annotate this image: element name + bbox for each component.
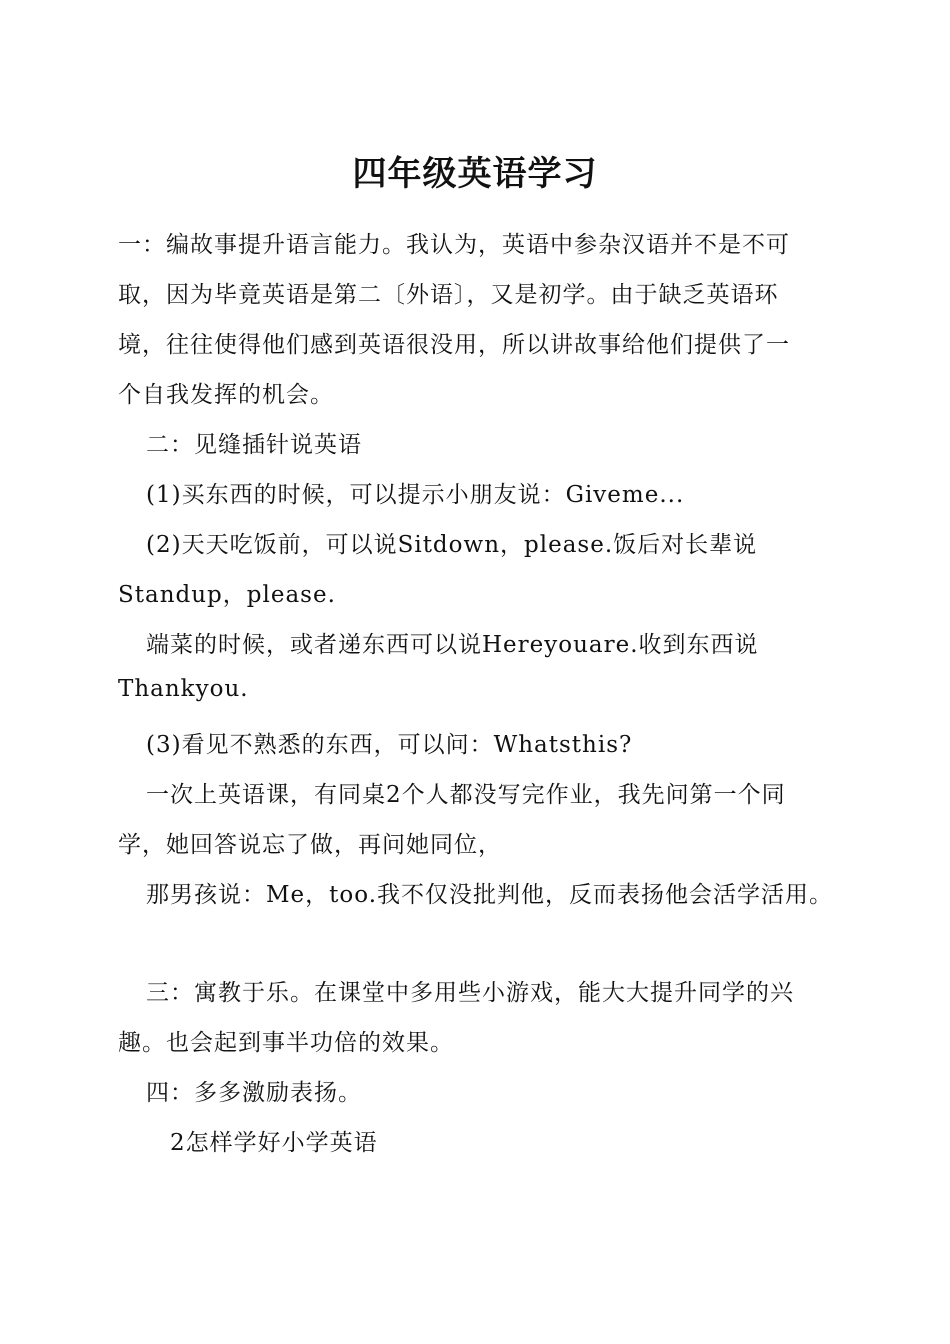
paragraph-line: (1)买东西的时候，可以提示小朋友说：Giveme... [146, 482, 685, 508]
document-title: 四年级英语学习 [352, 154, 598, 194]
section-heading: 四：多多激励表扬。 [146, 1080, 362, 1106]
paragraph-line: 学，她回答说忘了做，再问她同位， [118, 832, 502, 858]
paragraph-line: 境，往往使得他们感到英语很没用，所以讲故事给他们提供了一 [118, 332, 790, 358]
next-title: 2怎样学好小学英语 [170, 1130, 378, 1156]
paragraph-line: (3)看见不熟悉的东西，可以问：Whatsthis? [146, 732, 633, 758]
paragraph-line: 一：编故事提升语言能力。我认为，英语中参杂汉语并不是不可 [118, 232, 790, 258]
paragraph-line: Standup，please. [118, 582, 336, 608]
paragraph-line: 个自我发挥的机会。 [118, 382, 334, 408]
paragraph-line: 那男孩说：Me，too.我不仅没批判他，反而表扬他会活学活用。 [146, 882, 834, 908]
paragraph-line: 取，因为毕竟英语是第二〔外语〕，又是初学。由于缺乏英语环 [118, 282, 779, 308]
paragraph-line: 趣。也会起到事半功倍的效果。 [118, 1030, 454, 1056]
paragraph-line: (2)天天吃饭前，可以说Sitdown，please.饭后对长辈说 [146, 532, 758, 558]
paragraph-line: 一次上英语课，有同桌2个人都没写完作业，我先问第一个同 [146, 782, 786, 808]
section-heading: 三：寓教于乐。在课堂中多用些小游戏，能大大提升同学的兴 [146, 980, 794, 1006]
section-heading: 二：见缝插针说英语 [146, 432, 362, 458]
paragraph-line: Thankyou. [118, 676, 249, 702]
paragraph-line: 端菜的时候，或者递东西可以说Hereyouare.收到东西说 [146, 632, 759, 658]
